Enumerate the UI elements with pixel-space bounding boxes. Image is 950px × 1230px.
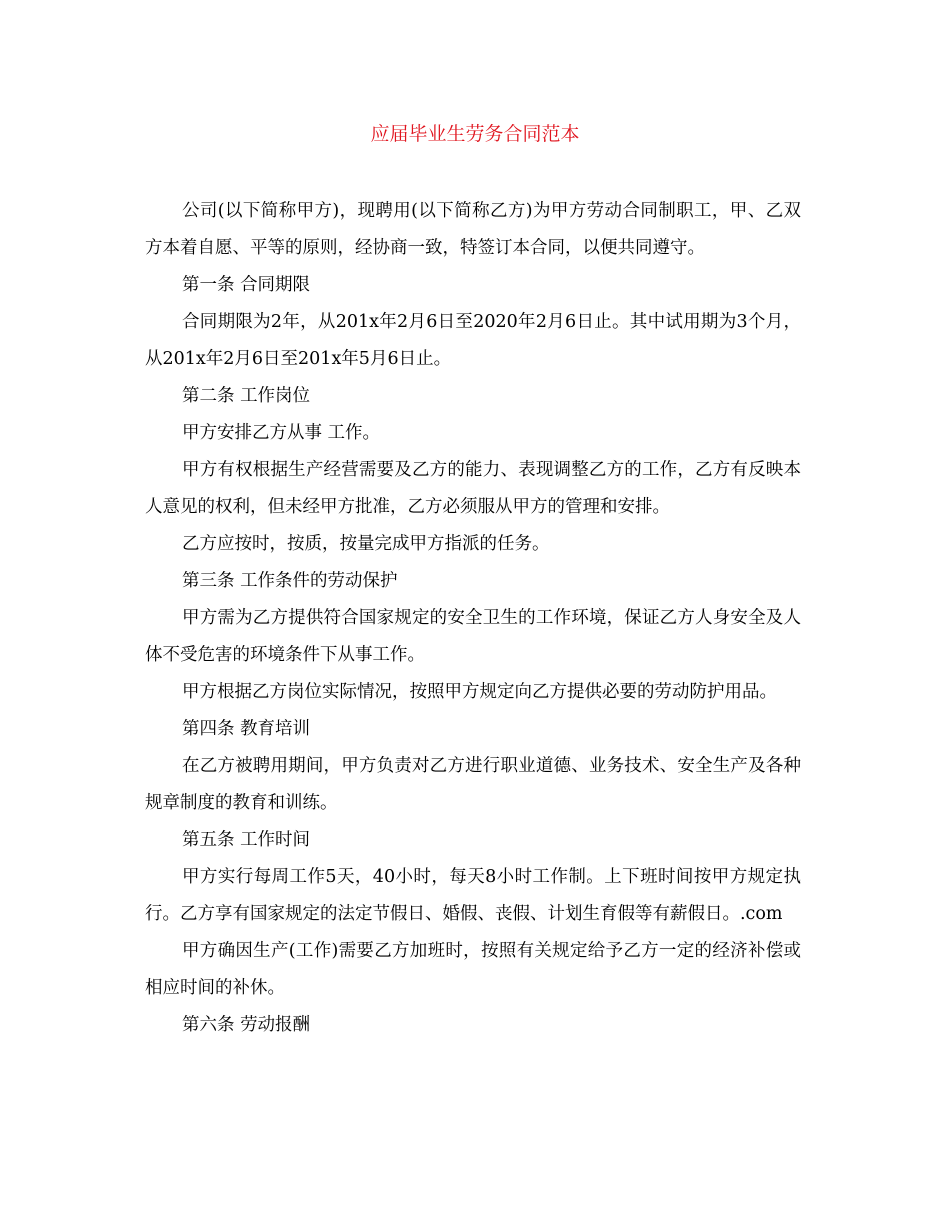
paragraph-task-completion: 乙方应按时，按质，按量完成甲方指派的任务。 [182,534,550,554]
paragraph-job-assignment: 甲方安排乙方从事 工作。 [182,423,381,443]
article-5-heading: 第五条 工作时间 [182,830,311,850]
paragraph-job-adjustment: 甲方有权根据生产经营需要及乙方的能力、表现调整乙方的工作，乙方有反映本人意见的权利，但未经甲方批准，乙方必须服从甲方的管理和安排。 [145,460,801,517]
article-6-heading: 第六条 劳动报酬 [182,1015,311,1035]
paragraph-protective-equipment: 甲方根据乙方岗位实际情况，按照甲方规定向乙方提供必要的劳动防护用品。 [182,682,777,702]
paragraph-overtime: 甲方确因生产(工作)需要乙方加班时，按照有关规定给予乙方一定的经济补偿或相应时间的补休。 [145,941,801,998]
document-title: 应届毕业生劳务合同范本 [370,123,580,145]
article-3-heading: 第三条 工作条件的劳动保护 [182,571,398,591]
article-4-heading: 第四条 教育培训 [182,719,311,739]
paragraph-contract-term: 合同期限为2年，从201x年2月6日至2020年2月6日止。其中试用期为3个月，从201x年2月6日至201x年5月6日止。 [145,312,801,369]
paragraph-training: 在乙方被聘用期间，甲方负责对乙方进行职业道德、业务技术、安全生产及各种规章制度的教育和训练。 [145,756,801,813]
paragraph-safe-environment: 甲方需为乙方提供符合国家规定的安全卫生的工作环境，保证乙方人身安全及人体不受危害的环境条件下从事工作。 [145,608,801,665]
article-1-heading: 第一条 合同期限 [182,275,311,295]
document-body [145,193,801,1044]
paragraph-working-hours: 甲方实行每周工作5天，40小时，每天8小时工作制。上下班时间按甲方规定执行。乙方享有国家规定的法定节假日、婚假、丧假、计划生育假等有薪假日。.com [145,867,801,924]
paragraph-intro: 公司(以下简称甲方)，现聘用(以下简称乙方)为甲方劳动合同制职工，甲、乙双方本着自愿、平等的原则，经协商一致，特签订本合同，以便共同遵守。 [145,201,801,258]
article-2-heading: 第二条 工作岗位 [182,386,311,406]
